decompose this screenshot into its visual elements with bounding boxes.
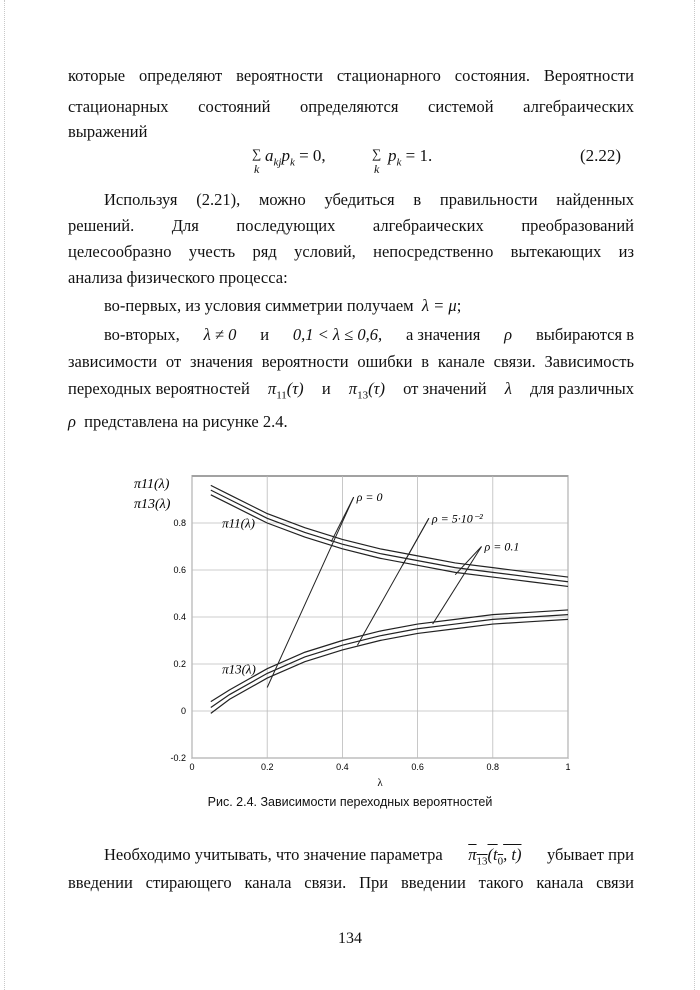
annotation-leader-line — [433, 547, 482, 625]
para2-line4: анализа физического процесса: — [68, 268, 288, 287]
y-tick-label: 0 — [180, 706, 186, 716]
y-axis-label-pi11: π11(λ) — [134, 477, 170, 492]
para5-line1: Необходимо учитывать, что значение параметра $\pi_{13}(t_0$, t) убывает при — [104, 845, 634, 868]
formula-2-22 — [0, 140, 700, 180]
figure-caption: Рис. 2.4. Зависимости переходных вероятностей — [207, 795, 493, 809]
series-line-1 — [211, 490, 568, 582]
series-line-3 — [211, 610, 568, 702]
para1-line2: стационарных состояний определяются системой алгебраических — [68, 97, 634, 116]
series-line-4 — [211, 615, 568, 708]
figure-2-4-chart — [134, 468, 580, 789]
para4-line3: переходных вероятностей $\pi_{11}(\tau)$ и $\pi_{13}(\tau)$ от значений λ для различных — [68, 379, 634, 402]
para4-line1: во-вторых, λ ≠ 0 и 0,1 < λ ≤ 0,6, а значения ρ выбираются в — [104, 325, 634, 344]
sum-index-2: k — [374, 162, 380, 176]
x-axis-label: λ — [377, 777, 383, 789]
para1-line3: выражений — [68, 122, 148, 141]
y-tick-label: 0.8 — [173, 518, 186, 528]
y-tick-label: 0.2 — [173, 659, 186, 669]
annotation-label: ρ = 0.1 — [484, 539, 520, 554]
annotation-label: ρ = 5·10⁻² — [431, 511, 483, 526]
x-tick-label: 0.6 — [411, 762, 424, 772]
para2-line3: целесообразно учесть ряд условий, непосредственно вытекающих из — [68, 242, 634, 261]
sum-index: k — [254, 162, 260, 176]
sum-symbol-2: ∑ — [372, 146, 382, 161]
para5-line2: введении стирающего канала связи. При введении такого канала связи — [68, 873, 634, 892]
sum-symbol: ∑ — [252, 146, 262, 161]
annotation-leader-line — [357, 518, 428, 645]
para2-line2: решений. Для последующих алгебраических преобразований — [68, 216, 634, 235]
para4-line4: ρ представлена на рисунке 2.4. — [68, 412, 288, 431]
x-tick-label: 1 — [565, 762, 571, 772]
x-tick-label: 0.4 — [336, 762, 349, 772]
annotation-label: ρ = 0 — [356, 490, 383, 505]
para1-line1: которые определяют вероятности стационарного состояния. Вероятности — [68, 66, 634, 85]
series-line-0 — [211, 485, 568, 577]
curve-label-pi11: π11(λ) — [222, 515, 255, 531]
x-tick-label: 0 — [189, 762, 195, 772]
page-number: 134 — [338, 930, 362, 947]
para4-line2: зависимости от значения вероятности ошибки в канале связи. Зависимость — [68, 352, 634, 371]
x-tick-label: 0.2 — [260, 762, 274, 772]
y-tick-label: 0.4 — [173, 612, 186, 622]
curve-label-pi13: π13(λ) — [222, 661, 256, 677]
para2-line1: Используя (2.21), можно убедиться в правильности найденных — [104, 190, 634, 209]
equation-number: (2.22) — [580, 146, 622, 165]
y-axis-label-pi13: π13(λ) — [134, 497, 171, 512]
y-tick-label: 0.6 — [173, 565, 186, 575]
x-tick-label: 0.8 — [486, 762, 500, 772]
y-tick-label: -0.2 — [170, 753, 186, 763]
annotation-leader-line — [267, 497, 353, 687]
formula-expr1: $a_{kj}p_k = 0$, — [265, 146, 326, 169]
formula-expr2: $p_k = 1$. — [388, 146, 433, 169]
para3: во-первых, из условия симметрии получаем λ = μ; — [104, 296, 462, 315]
